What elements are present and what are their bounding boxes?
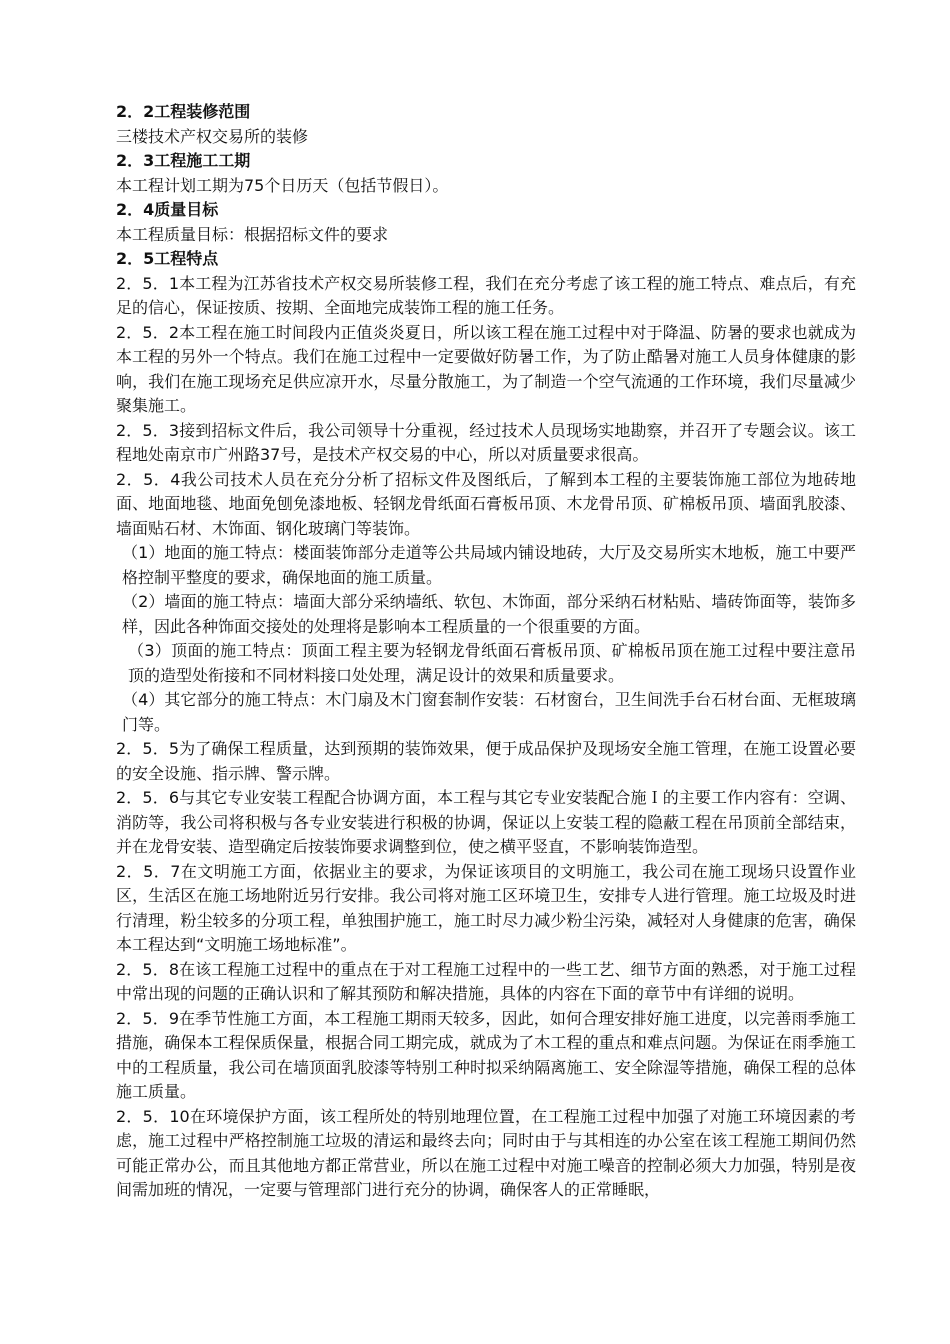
paragraph-2-5-8: 2．5．8在该工程施工过程中的重点在于对工程施工过程中的一些工艺、细节方面的熟悉，对于施工过程中常出现的问题的正确认识和了解其预防和解决措施，具体的内容在下面的章节中有详细的说明。 — [116, 959, 856, 1003]
section-heading-2-2: 2．2工程装修范围 — [116, 102, 251, 121]
paragraph-2-5-4: 2．5．4我公司技术人员在充分分析了招标文件及图纸后，了解到本工程的主要装饰施工部位为地砖地面、地面地毯、地面免刨免漆地板、轻钢龙骨纸面石膏板吊顶、木龙骨吊顶、矿棉板吊顶、墙面乳胶漆、墙面贴石材、木饰面、钢化玻璃门等装饰。 — [116, 469, 856, 538]
paragraph-schedule: 本工程计划工期为75个日历天（包括节假日）。 — [116, 175, 449, 195]
section-heading-2-4: 2．4质量目标 — [116, 200, 219, 219]
sub-item-ceiling: （3）顶面的施工特点：顶面工程主要为轻钢龙骨纸面石膏板吊顶、矿棉板吊顶在施工过程中要注意吊顶的造型处衔接和不同材料接口处处理，满足设计的效果和质量要求。 — [128, 641, 856, 685]
section-heading-2-5: 2．5工程特点 — [116, 249, 219, 268]
paragraph-2-5-3: 2．5．3接到招标文件后，我公司领导十分重视，经过技术人员现场实地勘察，并召开了专题会议。该工程地处南京市广州路37号，是技术产权交易的中心，所以对质量要求很高。 — [116, 420, 856, 464]
sub-item-wall: （2）墙面的施工特点：墙面大部分采纳墙纸、软包、木饰面，部分采纳石材粘贴、墙砖饰面等，装饰多样，因此各种饰面交接处的处理将是影响本工程质量的一个很重要的方面。 — [122, 592, 856, 636]
paragraph-2-5-1: 2．5．1本工程为江苏省技术产权交易所装修工程，我们在充分考虑了该工程的施工特点、难点后，有充足的信心，保证按质、按期、全面地完成装饰工程的施工任务。 — [116, 273, 856, 317]
paragraph-2-5-2: 2．5．2本工程在施工时间段内正值炎炎夏日，所以该工程在施工过程中对于降温、防暑的要求也就成为本工程的另外一个特点。我们在施工过程中一定要做好防暑工作，为了防止酷暑对施工人员身体健康的影响，我们在施工现场充足供应凉开水，尽量分散施工，为了制造一个空气流通的工作环境，我们尽量减少聚集施工。 — [116, 322, 856, 415]
paragraph-scope: 三楼技术产权交易所的装修 — [116, 126, 309, 146]
sub-item-floor: （1）地面的施工特点：楼面装饰部分走道等公共局域内铺设地砖，大厅及交易所实木地板，施工中要严格控制平整度的要求，确保地面的施工质量。 — [122, 543, 856, 587]
paragraph-2-5-7: 2．5．7在文明施工方面，依据业主的要求，为保证该项目的文明施工，我公司在施工现场只设置作业区，生活区在施工场地附近另行安排。我公司将对施工区环境卫生，安排专人进行管理。施工垃圾及时进行清理，粉尘较多的分项工程，单独围护施工，施工时尽力减少粉尘污染，减轻对人身健康的危害，确保本工程达到“文明施工场地标准”。 — [116, 861, 856, 954]
sub-item-other: （4）其它部分的施工特点：木门扇及木门窗套制作安装：石材窗台，卫生间洗手台石材台面、无框玻璃门等。 — [122, 690, 856, 734]
paragraph-2-5-6: 2．5．6与其它专业安装工程配合协调方面，本工程与其它专业安装配合施Ｉ的主要工作内容有：空调、消防等，我公司将积极与各专业安装进行积极的协调，保证以上安装工程的隐蔽工程在吊顶前全部结束，并在龙骨安装、造型确定后按装饰要求调整到位，使之横平竖直，不影响装饰造型。 — [116, 788, 856, 856]
paragraph-2-5-10: 2．5．10在环境保护方面，该工程所处的特别地理位置，在工程施工过程中加强了对施工环境因素的考虑，施工过程中严格控制施工垃圾的清运和最终去向；同时由于与其相连的办公室在该工程施工期间仍然可能正常办公，而且其他地方都正常营业，所以在施工过程中对施工噪音的控制必须大力加强，特别是夜间需加班的情况，一定要与管理部门进行充分的协调，确保客人的正常睡眠， — [116, 1106, 856, 1199]
section-heading-2-3: 2．3工程施工工期 — [116, 151, 251, 170]
paragraph-2-5-5: 2．5．5为了确保工程质量，达到预期的装饰效果，便于成品保护及现场安全施工管理，在施工设置必要的安全设施、指示牌、警示牌。 — [116, 739, 856, 783]
document-page — [116, 100, 856, 1203]
paragraph-2-5-9: 2．5．9在季节性施工方面，本工程施工期雨天较多，因此，如何合理安排好施工进度，以完善雨季施工措施，确保本工程保质保量，根据合同工期完成，就成为了木工程的重点和难点问题。为保证在雨季施工中的工程质量，我公司在墙顶面乳胶漆等特别工种时拟采纳隔离施工、安全除湿等措施，确保工程的总体施工质量。 — [116, 1008, 856, 1101]
paragraph-quality: 本工程质量目标：根据招标文件的要求 — [116, 224, 389, 244]
